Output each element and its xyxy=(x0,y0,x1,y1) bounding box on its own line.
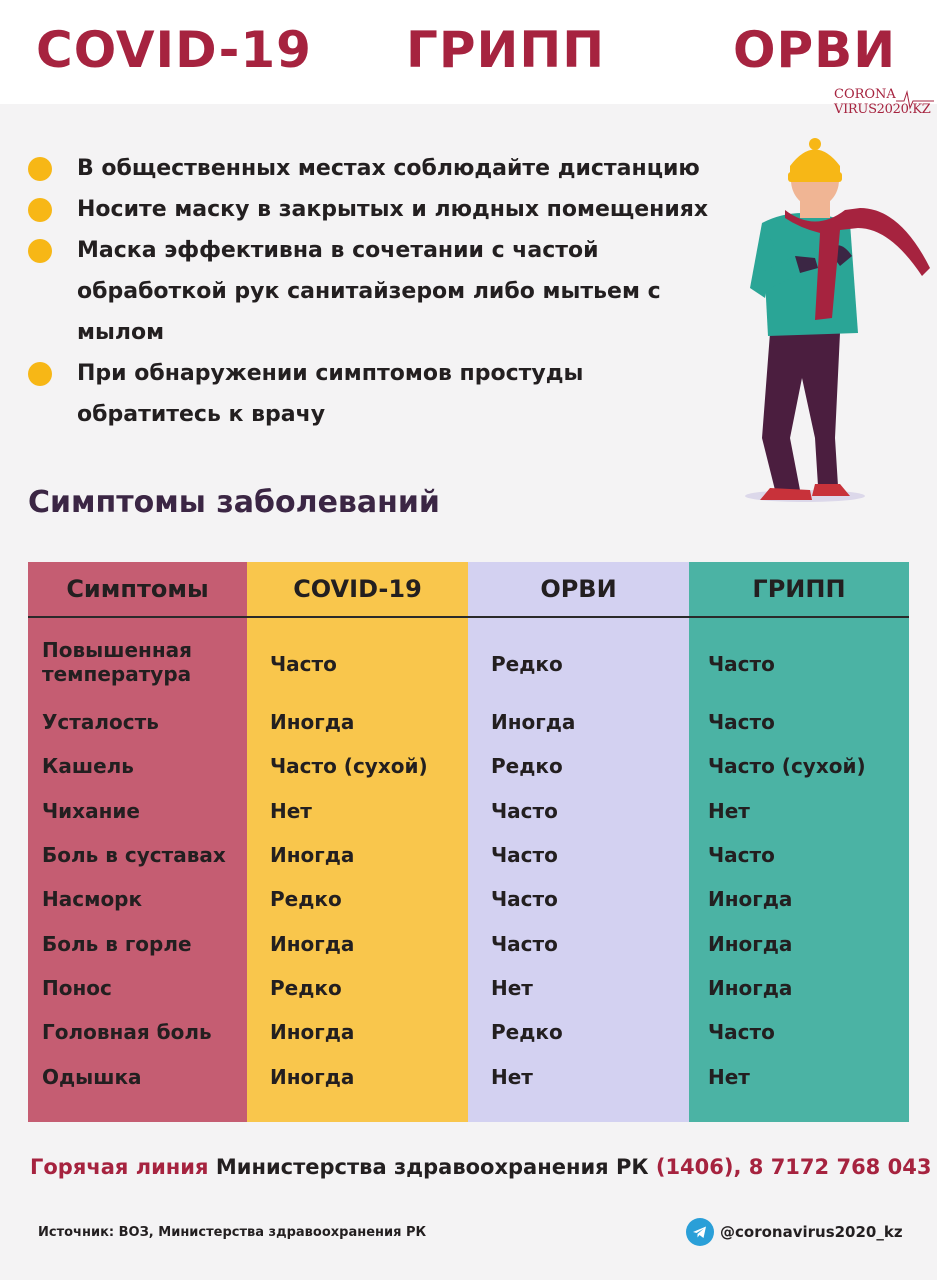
frequency-cell: Нет xyxy=(270,799,312,823)
symptoms-table xyxy=(28,562,909,1122)
header-orvi: ОРВИ xyxy=(540,575,617,603)
title-covid: COVID-19 xyxy=(36,21,312,79)
title-orvi: ОРВИ xyxy=(733,21,897,79)
frequency-cell: Часто (сухой) xyxy=(270,754,428,778)
frequency-cell: Иногда xyxy=(270,932,355,956)
coronavirus-logo xyxy=(834,88,932,122)
advice-item xyxy=(26,353,657,435)
header-symptoms: Симптомы xyxy=(66,575,209,603)
frequency-cell: Часто xyxy=(491,887,558,911)
frequency-cell: Редко xyxy=(491,652,563,676)
hotline-numbers: (1406), 8 7172 768 043 xyxy=(655,1155,932,1179)
frequency-cell: Часто xyxy=(708,843,775,867)
frequency-cell: Иногда xyxy=(708,932,793,956)
frequency-cell: Иногда xyxy=(270,843,355,867)
frequency-cell: Часто xyxy=(491,799,558,823)
frequency-cell: Часто xyxy=(708,1020,775,1044)
telegram-handle: @coronavirus2020_kz xyxy=(720,1223,903,1241)
advice-text: В общественных местах соблюдайте дистанцию xyxy=(77,156,700,181)
frequency-cell: Часто xyxy=(708,652,775,676)
symptoms-section-title: Симптомы заболеваний xyxy=(28,485,440,520)
frequency-cell: Нет xyxy=(708,1065,750,1089)
symptom-name-cell: Боль в суставах xyxy=(42,843,226,867)
hotline-label: Горячая линия xyxy=(30,1155,216,1179)
frequency-cell: Иногда xyxy=(491,710,576,734)
advice-item xyxy=(26,189,746,230)
frequency-cell: Редко xyxy=(270,976,342,1000)
symptom-name-cell: Понос xyxy=(42,976,112,1000)
hotline-text xyxy=(30,1150,931,1184)
frequency-cell: Нет xyxy=(491,1065,533,1089)
symptom-name-cell: Боль в горле xyxy=(42,932,192,956)
symptom-name-cell: Повышенная температура xyxy=(42,638,192,686)
advice-text: При обнаружении симптомов простуды обратитесь к врачу xyxy=(77,361,584,427)
advice-text: Носите маску в закрытых и людных помещениях xyxy=(77,197,709,222)
title-flu: ГРИПП xyxy=(406,21,606,79)
cold-person-illustration xyxy=(740,138,930,510)
frequency-cell: Иногда xyxy=(708,887,793,911)
symptom-name-cell: Чихание xyxy=(42,799,140,823)
symptom-name-cell: Головная боль xyxy=(42,1020,212,1044)
bullet-dot-icon xyxy=(28,362,52,386)
advice-text: Маска эффективна в сочетании с частой обработкой рук санитайзером либо мытьем с мылом xyxy=(77,238,661,345)
logo-line1: CORONA xyxy=(834,87,896,102)
symptom-name-cell: Насморк xyxy=(42,887,143,911)
advice-item xyxy=(26,230,717,353)
frequency-cell: Редко xyxy=(270,887,342,911)
pulse-line-icon xyxy=(834,88,934,118)
bullet-dot-icon xyxy=(28,198,52,222)
frequency-cell: Редко xyxy=(491,1020,563,1044)
symptom-name-cell: Усталость xyxy=(42,710,159,734)
hotline-ministry: Министерства здравоохранения РК xyxy=(215,1155,656,1179)
frequency-cell: Иногда xyxy=(270,1065,355,1089)
frequency-cell: Часто (сухой) xyxy=(708,754,866,778)
frequency-cell: Редко xyxy=(491,754,563,778)
bullet-dot-icon xyxy=(28,157,52,181)
source-note: Источник: ВОЗ, Министерства здравоохранения РК xyxy=(38,1225,427,1240)
frequency-cell: Часто xyxy=(708,710,775,734)
frequency-cell: Часто xyxy=(491,932,558,956)
header-divider xyxy=(28,616,909,618)
logo-line2: VIRUS2020.KZ xyxy=(834,102,931,117)
bullet-dot-icon xyxy=(28,239,52,263)
frequency-cell: Часто xyxy=(270,652,337,676)
telegram-link[interactable] xyxy=(686,1218,936,1248)
frequency-cell: Иногда xyxy=(270,710,355,734)
frequency-cell: Нет xyxy=(491,976,533,1000)
advice-list xyxy=(26,148,746,435)
frequency-cell: Иногда xyxy=(708,976,793,1000)
frequency-cell: Нет xyxy=(708,799,750,823)
frequency-cell: Иногда xyxy=(270,1020,355,1044)
symptom-name-cell: Одышка xyxy=(42,1065,142,1089)
telegram-icon xyxy=(686,1218,714,1246)
frequency-cell: Часто xyxy=(491,843,558,867)
header-flu: ГРИПП xyxy=(752,575,846,603)
symptom-name-cell: Кашель xyxy=(42,754,134,778)
header-covid: COVID-19 xyxy=(293,575,422,603)
header-bar xyxy=(0,0,937,104)
advice-item xyxy=(26,148,746,189)
